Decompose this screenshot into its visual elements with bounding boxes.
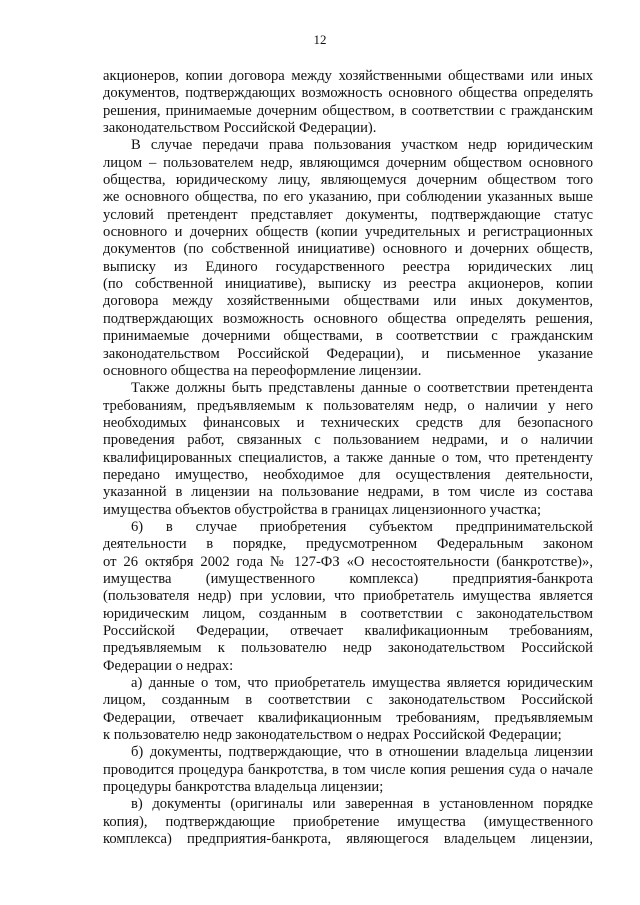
text-line: общества, юридическому лицу, являющемуся дочерним обществом того — [103, 172, 593, 189]
text-line: законодательством Российской Федерации), и письменное указание — [103, 345, 593, 362]
text-line: а) данные о том, что приобретатель имущества является юридическим — [131, 675, 593, 692]
text-line: решения, принимаемые дочерним обществом, в соответствии с гражданским — [103, 102, 593, 119]
text-line: б) документы, подтверждающие, что в отношении владельца лицензии — [131, 744, 593, 761]
text-line: акционеров, копии договора между хозяйственными обществами или иных — [103, 68, 593, 84]
text-line: Федерации о недрах: — [103, 657, 234, 674]
text-line: основного общества на переоформление лицензии. — [103, 362, 422, 379]
text-line: имущества объектов обустройства в границах лицензионного участка; — [103, 501, 542, 518]
paragraph — [103, 68, 593, 137]
text-line: условий претендент представляет документы, подтверждающие статус — [103, 206, 593, 223]
paragraph — [103, 137, 593, 380]
text-line: документов, подтверждающих возможность основного общества определять — [103, 85, 593, 102]
paragraph — [103, 675, 593, 744]
text-line: Федерации, отвечает квалификационным требованиям, предъявляемым — [103, 709, 593, 726]
text-line: копия), подтверждающие приобретение имущества (имущественного — [103, 813, 593, 830]
text-line: подтверждающих возможность основного общества определять решения, — [103, 310, 593, 327]
text-line: (по собственной инициативе), выписку из реестра акционеров, копии — [103, 276, 593, 293]
text-line: выписку из Единого государственного реестра юридических лиц — [103, 258, 593, 275]
text-line: (пользователя недр) при условии, что приобретатель имущества является — [103, 588, 593, 605]
text-line: деятельности в порядке, предусмотренном Федеральным законом — [103, 536, 593, 553]
text-line: проведения работ, связанных с пользованием недрами, и о наличии — [103, 432, 593, 449]
text-line: указанной в лицензии на пользование недрами, в том числе из состава — [103, 484, 593, 501]
text-line: 6) в случае приобретения субъектом предпринимательской — [131, 518, 593, 535]
text-line: предъявляемым к пользователю недр законодательством Российской — [103, 640, 593, 657]
text-line: комплекса) предприятия-банкрота, являющегося владельцем лицензии, — [103, 831, 593, 848]
paragraph — [103, 796, 593, 848]
text-line: процедуры банкротства владельца лицензии; — [103, 779, 384, 796]
paragraph — [103, 380, 593, 519]
text-line: квалифицированных специалистов, а также данные о том, что претенденту — [103, 449, 593, 466]
text-line: принимаемые дочерними обществами, в соответствии с гражданским — [103, 328, 593, 345]
document-body — [103, 68, 593, 848]
text-line: же основного общества, по его указанию, при соблюдении указанных выше — [103, 189, 593, 206]
text-line: законодательством Российской Федерации). — [103, 120, 377, 137]
page-number: 12 — [313, 32, 327, 47]
text-line: лицом – пользователем недр, являющимся дочерним обществом основного — [103, 154, 593, 171]
text-line: проводится процедура банкротства, в том числе копия решения суда о начале — [103, 761, 593, 778]
text-line: требованиям, предъявляемым к пользователям недр, о наличии у него — [103, 397, 593, 414]
paragraph — [103, 744, 593, 796]
text-line: в) документы (оригиналы или заверенная в установленном порядке — [131, 796, 593, 813]
text-line: Российской Федерации, отвечает квалификационным требованиям, — [103, 623, 593, 639]
text-line: документов (по собственной инициативе) основного и дочерних обществ, — [103, 241, 593, 258]
paragraph — [103, 519, 593, 675]
text-line: передано имущество, необходимое для осуществления деятельности, — [103, 466, 593, 483]
text-line: договора между хозяйственными обществами или иных документов, — [103, 293, 593, 310]
text-line: основного и дочерних обществ (копии учредительных и регистрационных — [103, 224, 593, 241]
text-line: к пользователю недр законодательством о недрах Российской Федерации; — [103, 727, 562, 744]
text-line: Также должны быть представлены данные о соответствии претендента — [131, 380, 593, 397]
text-line: В случае передачи права пользования участком недр юридическим — [131, 137, 593, 154]
text-line: необходимых финансовых и технических средств для безопасного — [103, 414, 593, 431]
text-line: от 26 октября 2002 года № 127-ФЗ «О несостоятельности (банкротстве)», — [103, 553, 593, 570]
text-line: имущества (имущественного комплекса) предприятия-банкрота — [103, 570, 593, 587]
text-line: лицом, созданным в соответствии с законодательством Российской — [103, 692, 593, 709]
text-line: юридическим лицом, созданным в соответствии с законодательством — [103, 605, 593, 622]
